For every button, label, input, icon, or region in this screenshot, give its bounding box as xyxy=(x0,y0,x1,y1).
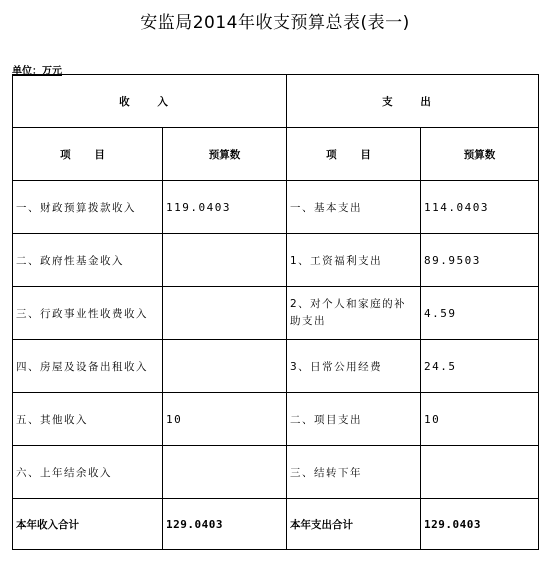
table-row xyxy=(13,446,539,499)
page-title: 安监局2014年收支预算总表(表一) xyxy=(140,13,410,33)
expenditure-item: 1、工资福利支出 xyxy=(287,234,421,287)
expenditure-header: 支 出 xyxy=(287,75,539,128)
table-header-row xyxy=(13,75,539,128)
table-row xyxy=(13,181,539,234)
table-subheader-row xyxy=(13,128,539,181)
expenditure-item: 三、结转下年 xyxy=(287,446,421,499)
income-amount xyxy=(163,287,287,340)
income-amount: 119.0403 xyxy=(163,181,287,234)
income-item: 二、政府性基金收入 xyxy=(13,234,163,287)
expenditure-amount: 10 xyxy=(421,393,539,446)
expenditure-amount: 24.5 xyxy=(421,340,539,393)
income-amount-header: 预算数 xyxy=(163,128,287,181)
budget-table xyxy=(12,74,539,550)
table-row xyxy=(13,340,539,393)
income-item-header: 项 目 xyxy=(13,128,163,181)
table-row xyxy=(13,234,539,287)
expenditure-total-amount: 129.0403 xyxy=(421,499,539,550)
expenditure-total-label: 本年支出合计 xyxy=(287,499,421,550)
expenditure-item-header: 项 目 xyxy=(287,128,421,181)
income-header: 收 入 xyxy=(13,75,287,128)
expenditure-amount-header: 预算数 xyxy=(421,128,539,181)
income-item: 四、房屋及设备出租收入 xyxy=(13,340,163,393)
expenditure-item: 3、日常公用经费 xyxy=(287,340,421,393)
income-amount xyxy=(163,340,287,393)
income-amount xyxy=(163,446,287,499)
expenditure-amount: 114.0403 xyxy=(421,181,539,234)
unit-label: 单位：万元 xyxy=(12,66,62,77)
income-amount xyxy=(163,234,287,287)
income-item: 六、上年结余收入 xyxy=(13,446,163,499)
expenditure-item: 二、项目支出 xyxy=(287,393,421,446)
table-row xyxy=(13,287,539,340)
income-item: 一、财政预算拨款收入 xyxy=(13,181,163,234)
income-amount: 10 xyxy=(163,393,287,446)
expenditure-amount xyxy=(421,446,539,499)
income-item: 五、其他收入 xyxy=(13,393,163,446)
expenditure-item: 2、对个人和家庭的补助支出 xyxy=(287,287,421,340)
table-total-row xyxy=(13,499,539,550)
income-total-label: 本年收入合计 xyxy=(13,499,163,550)
expenditure-amount: 4.59 xyxy=(421,287,539,340)
income-total-amount: 129.0403 xyxy=(163,499,287,550)
table-row xyxy=(13,393,539,446)
expenditure-amount: 89.9503 xyxy=(421,234,539,287)
income-item: 三、行政事业性收费收入 xyxy=(13,287,163,340)
expenditure-item: 一、基本支出 xyxy=(287,181,421,234)
